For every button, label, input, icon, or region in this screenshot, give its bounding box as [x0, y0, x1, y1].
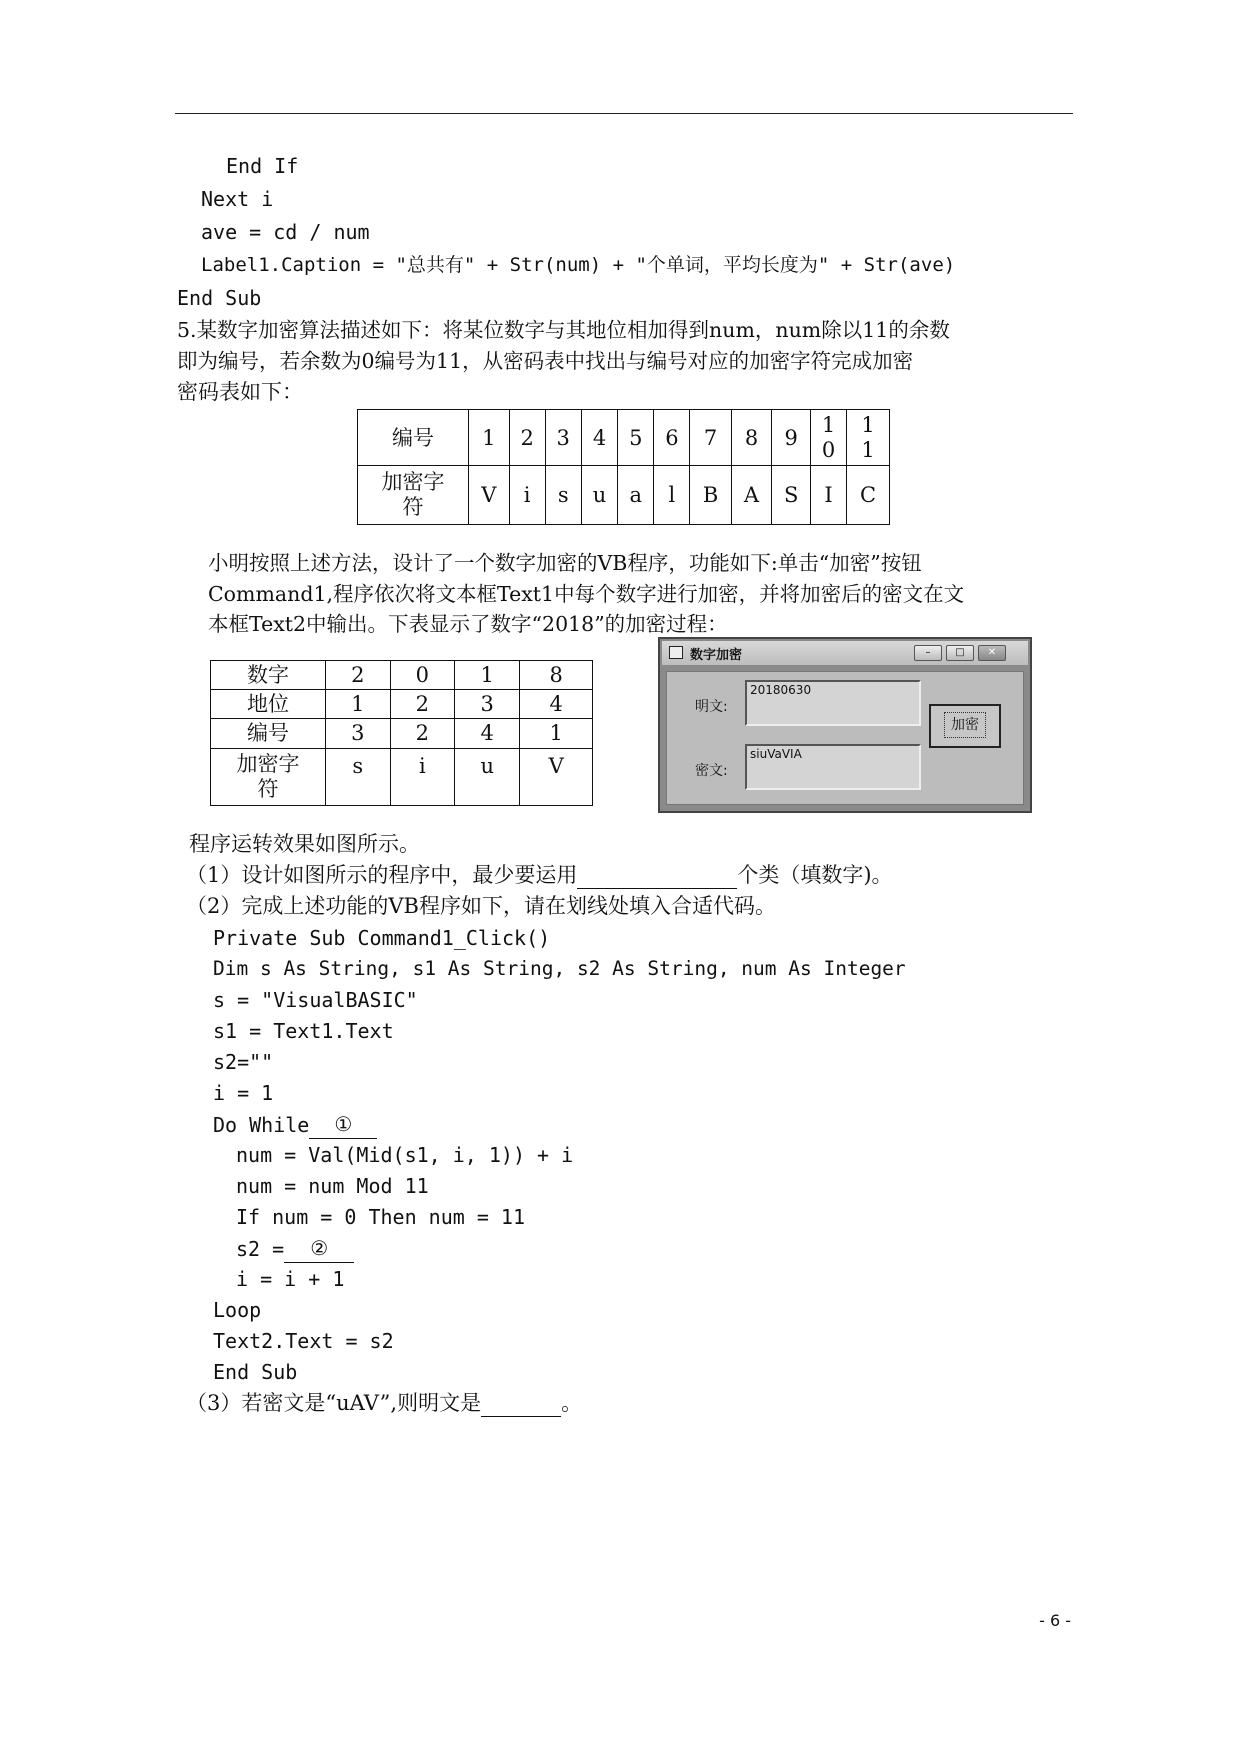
answer-blank-3[interactable] — [481, 1394, 561, 1417]
table-cell: A — [731, 466, 772, 525]
code-text: s2 = — [236, 1237, 285, 1261]
window-client-area — [666, 671, 1024, 805]
table-cell: 3 — [545, 410, 581, 466]
table-cell: 2 — [509, 410, 545, 466]
table-cell: s — [545, 466, 581, 525]
minimize-icon[interactable]: – — [914, 645, 942, 661]
ciphertext-textbox[interactable]: siuVaVIA — [745, 744, 921, 790]
table-header-cell: 编号 — [211, 719, 326, 748]
table-cell: 7 — [690, 410, 731, 466]
plaintext-label: 明文: — [695, 699, 728, 715]
q5-para-line: 本框Text2中输出。下表显示了数字“2018”的加密过程： — [208, 612, 728, 636]
vb-form-window — [658, 637, 1032, 813]
q5-para-line: 小明按照上述方法，设计了一个数字加密的VB程序，功能如下:单击“加密”按钮 — [208, 551, 922, 575]
table-cell: S — [772, 466, 811, 525]
sub-question-3-tail: 。 — [561, 1391, 583, 1415]
process-table-row — [211, 748, 593, 805]
sub-question-1-tail: 个类（填数字)。 — [737, 863, 893, 887]
table-cell: 3 — [455, 690, 520, 719]
table-cell: u — [581, 466, 617, 525]
table-cell: 4 — [455, 719, 520, 748]
code-line: Private Sub Command1_Click() — [213, 926, 551, 950]
window-title: 数字加密 — [690, 648, 743, 663]
table-cell: V — [520, 748, 593, 805]
effect-text: 程序运转效果如图所示。 — [189, 832, 420, 856]
sub-question-1 — [186, 861, 893, 889]
cipher-table — [357, 409, 890, 525]
window-titlebar — [662, 641, 1028, 665]
code-line: s = "VisualBASIC" — [213, 988, 418, 1012]
code-line: num = num Mod 11 — [236, 1174, 429, 1198]
answer-blank-1[interactable]: ① — [309, 1110, 377, 1139]
code-line: End Sub — [213, 1360, 298, 1384]
table-cell: 1 — [469, 410, 510, 466]
process-table — [210, 660, 593, 806]
code-line: Text2.Text = s2 — [213, 1329, 394, 1353]
table-cell: 8 — [520, 661, 593, 690]
answer-blank-2[interactable]: ② — [284, 1234, 354, 1263]
window-icon — [669, 646, 683, 659]
table-cell: 3 — [326, 719, 391, 748]
table-cell: B — [690, 466, 731, 525]
table-header-cell: 加密字 符 — [358, 466, 469, 525]
table-cell: 6 — [654, 410, 690, 466]
sub-question-1-text: （1）设计如图所示的程序中，最少要运用 — [186, 863, 578, 887]
table-cell: 1 — [520, 719, 593, 748]
table-cell: C — [847, 466, 890, 525]
process-table-row — [211, 719, 593, 748]
cipher-table-row-char — [358, 466, 890, 525]
maximize-icon[interactable]: □ — [946, 645, 974, 661]
code-line: End If — [226, 154, 299, 178]
sub-question-3-text: （3）若密文是“uAV”,则明文是 — [186, 1391, 482, 1415]
q5-para-line: Command1,程序依次将文本框Text1中每个数字进行加密，并将加密后的密文在文 — [208, 582, 965, 606]
code-line: End Sub — [177, 286, 262, 310]
table-cell: V — [469, 466, 510, 525]
code-line: Loop — [213, 1298, 262, 1322]
code-line: Label1.Caption = "总共有" + Str(num) + "个单词，平均长度为" + Str(ave) — [201, 254, 956, 276]
table-cell: 2 — [390, 690, 455, 719]
table-cell: 2 — [326, 661, 391, 690]
ciphertext-label: 密文: — [695, 763, 728, 779]
process-table-row — [211, 661, 593, 690]
table-cell: I — [810, 466, 846, 525]
table-cell: u — [455, 748, 520, 805]
table-header-cell: 数字 — [211, 661, 326, 690]
table-cell: 0 — [390, 661, 455, 690]
header-rule — [175, 113, 1073, 114]
table-header-cell: 编号 — [358, 410, 469, 466]
encrypt-button[interactable] — [929, 704, 1001, 748]
sub-question-3 — [186, 1389, 582, 1417]
table-cell: a — [618, 466, 654, 525]
q5-intro-line: 密码表如下： — [177, 380, 303, 404]
table-cell: 4 — [520, 690, 593, 719]
table-cell: 4 — [581, 410, 617, 466]
table-header-cell: 地位 — [211, 690, 326, 719]
table-cell: 1 — [455, 661, 520, 690]
encrypt-button-label: 加密 — [944, 712, 986, 738]
code-line: i = 1 — [213, 1081, 274, 1105]
table-cell: l — [654, 466, 690, 525]
sub-question-2: （2）完成上述功能的VB程序如下，请在划线处填入合适代码。 — [186, 894, 776, 918]
table-cell: 8 — [731, 410, 772, 466]
close-icon[interactable]: ✕ — [978, 645, 1006, 661]
table-cell: 9 — [772, 410, 811, 466]
table-header-cell: 加密字 符 — [211, 748, 326, 805]
code-line: s2="" — [213, 1050, 274, 1074]
table-cell: 1 — [326, 690, 391, 719]
table-cell: s — [326, 748, 391, 805]
code-line: Next i — [201, 187, 274, 211]
code-line — [236, 1234, 354, 1263]
table-cell: 1 0 — [810, 410, 846, 466]
table-cell: 2 — [390, 719, 455, 748]
table-cell: i — [390, 748, 455, 805]
code-line: s1 = Text1.Text — [213, 1019, 394, 1043]
cipher-table-row-number — [358, 410, 890, 466]
table-cell: 1 1 — [847, 410, 890, 466]
code-line: ave = cd / num — [201, 220, 370, 244]
process-table-row — [211, 690, 593, 719]
code-line — [213, 1110, 377, 1139]
table-cell: i — [509, 466, 545, 525]
q5-intro-line: 5.某数字加密算法描述如下：将某位数字与其地位相加得到num，num除以11的余数 — [177, 318, 950, 342]
answer-blank[interactable] — [577, 866, 737, 889]
code-line: num = Val(Mid(s1, i, 1)) + i — [236, 1143, 574, 1167]
page-number: - 6 - — [1039, 1611, 1071, 1630]
code-line: Dim s As String, s1 As String, s2 As String, num As Integer — [213, 957, 906, 980]
table-cell: 5 — [618, 410, 654, 466]
plaintext-textbox[interactable]: 20180630 — [745, 680, 921, 726]
code-line: If num = 0 Then num = 11 — [236, 1205, 525, 1229]
code-text: Do While — [213, 1113, 310, 1137]
q5-intro-line: 即为编号，若余数为0编号为11，从密码表中找出与编号对应的加密字符完成加密 — [177, 349, 914, 373]
code-line: i = i + 1 — [236, 1267, 345, 1291]
